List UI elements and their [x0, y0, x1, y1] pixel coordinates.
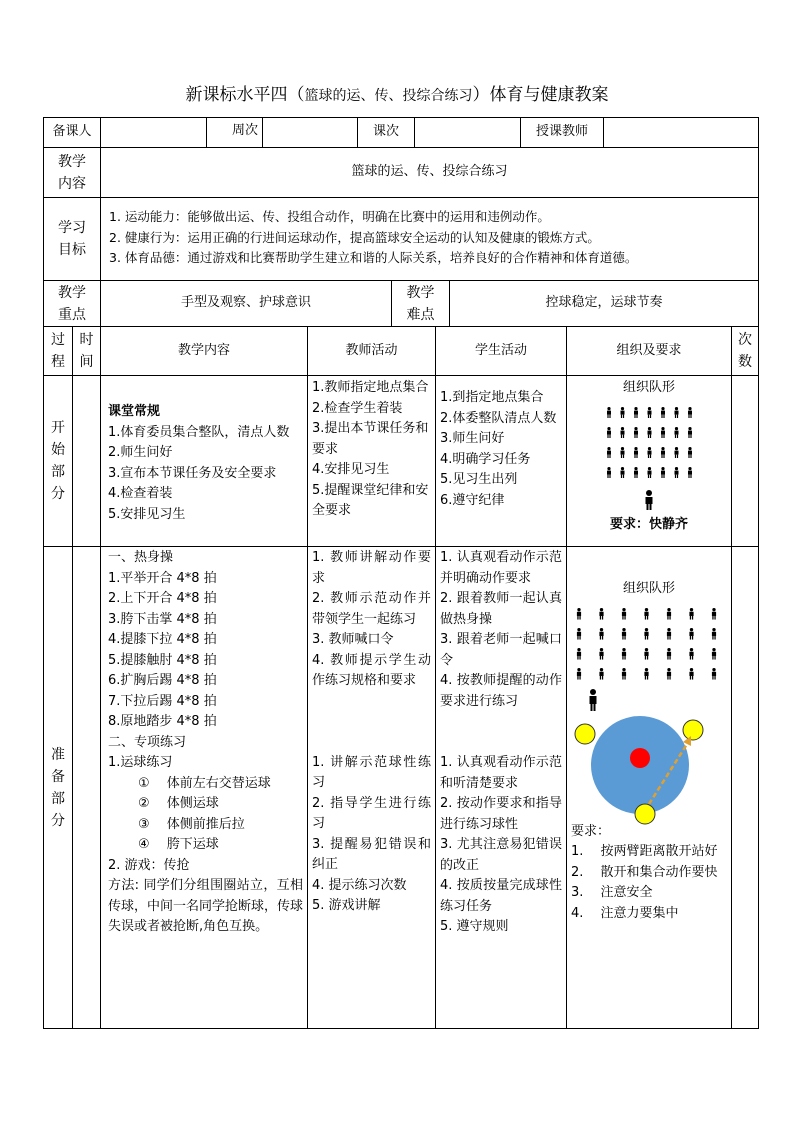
- list-item: 3. 跟着老师一起喊口令: [440, 632, 562, 668]
- list-item: 1. 认真观看动作示范和听清楚要求: [440, 755, 562, 791]
- student-figure-icon: [675, 427, 679, 438]
- student-figure-icon: [644, 668, 648, 680]
- student-figure-icon: [634, 467, 638, 478]
- goals-list: [100, 197, 759, 281]
- list-item: 3.宣布本节课任务及安全要求: [108, 465, 277, 481]
- teacher-label: 授课教师: [520, 117, 604, 148]
- section1-org: [566, 375, 732, 547]
- col-student: 学生活动: [435, 326, 567, 376]
- org-title: 组织队形: [622, 380, 675, 395]
- student-figure-icon: [661, 427, 665, 438]
- col-teacher: 教师活动: [307, 326, 436, 376]
- passer-player: [683, 720, 703, 740]
- list-item: 3.提出本节课任务和要求: [312, 421, 429, 457]
- list-item: ③ 体侧前推后拉: [138, 816, 245, 832]
- list-item: 6.遵守纪律: [440, 492, 505, 508]
- list-item: 2.师生问好: [108, 445, 173, 460]
- list-item: 1.平举开合 4*8 拍: [108, 570, 217, 586]
- student-figure-icon: [607, 447, 611, 458]
- col-time: 时间: [72, 326, 101, 376]
- student-figure-icon: [661, 467, 665, 478]
- list-item: 4.明确学习任务: [440, 451, 531, 467]
- week-label: 周次: [206, 117, 263, 148]
- list-item: 3. 提醒易犯错误和纠正: [312, 836, 431, 872]
- student-figure-icon: [648, 467, 652, 478]
- col-times: 次数: [731, 326, 759, 376]
- teacher-figure-icon: [567, 489, 731, 511]
- student-figure-icon: [712, 648, 716, 660]
- formation-diagram: [567, 399, 731, 489]
- student-figure-icon: [599, 668, 603, 680]
- student-figure-icon: [648, 407, 652, 418]
- student-figure-icon: [621, 447, 625, 458]
- col-org: 组织及要求: [566, 326, 732, 376]
- list-item: 1. 教师讲解动作要求: [312, 550, 431, 586]
- student-figure-icon: [712, 628, 716, 640]
- prep-label: 备课人: [43, 117, 101, 148]
- student-figure-icon: [661, 447, 665, 458]
- list-item: 7.下拉后踢 4*8 拍: [108, 693, 217, 709]
- student-figure-icon: [667, 608, 671, 620]
- student-figure-icon: [607, 407, 611, 418]
- student-figure-icon: [621, 407, 625, 418]
- student-figure-icon: [622, 648, 626, 660]
- org-requirement: 要求：快静齐: [609, 516, 688, 532]
- goal-item: 3. 体育品德：通过游戏和比赛帮助学生建立和谐的人际关系，培养良好的合作精神和体育道德。: [109, 250, 638, 265]
- section2-content: [100, 546, 308, 1029]
- list-item: 2. 散开和集合动作要快: [571, 864, 718, 880]
- passer-player: [635, 804, 655, 824]
- list-item: 4.提膝下拉 4*8 拍: [108, 632, 217, 647]
- student-figure-icon: [577, 648, 581, 660]
- section1-times: [731, 375, 759, 547]
- list-item: 5.提醒课堂纪律和安全要求: [312, 482, 429, 518]
- circle-game-diagram: [567, 716, 731, 826]
- formation-diagram: [567, 600, 731, 686]
- list-item: 2. 教师示范动作并带领学生一起练习: [312, 591, 431, 627]
- teacher-value: [603, 117, 759, 148]
- list-item: 5.提膝触肘 4*8 拍: [108, 652, 217, 668]
- section2-times: [731, 546, 759, 1029]
- list-item: 1.到指定地点集合: [440, 390, 544, 405]
- list-item: 1. 讲解示范球性练习: [312, 754, 431, 790]
- section2-teacher: [307, 546, 436, 1029]
- list-item: 3. 注意安全: [571, 885, 653, 900]
- list-item: 4.检查着装: [108, 486, 173, 501]
- list-item: 2. 指导学生进行练习: [312, 795, 431, 831]
- center-player: [630, 748, 650, 768]
- student-figure-icon: [607, 427, 611, 438]
- list-item: 3. 尤其注意易犯错误的改正: [440, 837, 562, 873]
- list-item: ④ 胯下运球: [138, 837, 219, 852]
- section1-student: [435, 375, 567, 547]
- difficulty-value: 控球稳定，运球节奏: [449, 280, 759, 327]
- student-figure-icon: [607, 467, 611, 478]
- goal-item: 1. 运动能力：能够做出运、传、投组合动作，明确在比赛中的运用和违例动作。: [109, 209, 550, 224]
- list-item: 2. 按动作要求和指导进行练习球性: [440, 796, 562, 832]
- col-process: 过程: [43, 326, 73, 376]
- student-figure-icon: [644, 608, 648, 620]
- section1-teacher: [307, 375, 436, 547]
- game-title: 2. 游戏：传抢: [108, 857, 190, 873]
- student-figure-icon: [688, 407, 692, 418]
- student-figure-icon: [644, 628, 648, 640]
- list-item: 3.胯下击掌 4*8 拍: [108, 611, 217, 627]
- section1-label: 开始部分: [43, 375, 73, 547]
- list-item: 5.安排见习生: [108, 506, 186, 522]
- col-content: 教学内容: [100, 326, 308, 376]
- dribble-title: 1.运球练习: [108, 755, 173, 770]
- goals-label: 学习目标: [43, 197, 101, 281]
- student-figure-icon: [689, 668, 693, 680]
- student-figure-icon: [621, 427, 625, 438]
- student-figure-icon: [667, 628, 671, 640]
- student-figure-icon: [688, 467, 692, 478]
- list-item: 4. 按教师提醒的动作要求进行练习: [440, 673, 562, 709]
- key-label: 教学重点: [43, 280, 101, 327]
- student-figure-icon: [689, 628, 693, 640]
- content-label: 教学内容: [43, 147, 101, 198]
- student-figure-icon: [648, 427, 652, 438]
- student-figure-icon: [667, 648, 671, 660]
- goal-item: 2. 健康行为：运用正确的行进间运球动作，提高篮球安全运动的认知及健康的锻炼方式。: [109, 229, 600, 245]
- student-figure-icon: [634, 447, 638, 458]
- teacher-figure-icon: [567, 686, 731, 716]
- student-figure-icon: [667, 668, 671, 680]
- req-title: 要求：: [571, 823, 611, 839]
- list-item: 4. 提示练习次数: [312, 877, 407, 893]
- lesson-plan-table: [43, 117, 759, 1029]
- list-item: 6.扩胸后踢 4*8 拍: [108, 673, 217, 688]
- section2-label: 准备部分: [43, 546, 73, 1029]
- special-title: 二、专项练习: [108, 734, 187, 750]
- game-method: 方法: 同学们分组围圈站立，互相传球，中间一名同学抢断球，传球失误或者被抢断,角色互换。: [108, 878, 304, 934]
- list-item: 2.上下开合 4*8 拍: [108, 591, 217, 606]
- list-item: 2.检查学生着装: [312, 400, 403, 416]
- student-figure-icon: [689, 608, 693, 620]
- warmup-title: 一、热身操: [108, 550, 174, 565]
- student-figure-icon: [688, 447, 692, 458]
- student-figure-icon: [675, 467, 679, 478]
- section1-time: [72, 375, 101, 547]
- student-figure-icon: [577, 628, 581, 640]
- week-value: [262, 117, 358, 148]
- difficulty-label: 教学难点: [391, 280, 450, 327]
- student-figure-icon: [599, 628, 603, 640]
- passer-player: [575, 724, 595, 744]
- student-figure-icon: [634, 427, 638, 438]
- student-figure-icon: [712, 608, 716, 620]
- routine-title: 课堂常规: [108, 404, 161, 419]
- list-item: 3. 教师喊口令: [312, 632, 394, 647]
- list-item: 2.体委整队清点人数: [440, 410, 557, 426]
- list-item: 4. 注意力要集中: [571, 905, 679, 921]
- lesson-label: 课次: [357, 117, 415, 148]
- section2-time: [72, 546, 101, 1029]
- list-item: 2. 跟着教师一起认真做热身操: [440, 591, 562, 627]
- student-figure-icon: [622, 628, 626, 640]
- section2-org: [566, 546, 732, 1029]
- section1-content: [100, 375, 308, 547]
- list-item: 1. 认真观看动作示范并明确动作要求: [440, 550, 562, 586]
- student-figure-icon: [622, 668, 626, 680]
- list-item: 1.体育委员集合整队，清点人数: [108, 424, 290, 440]
- prep-value: [100, 117, 207, 148]
- list-item: 3.师生问好: [440, 431, 505, 446]
- student-figure-icon: [599, 648, 603, 660]
- student-figure-icon: [688, 427, 692, 438]
- list-item: 4. 教师提示学生动作练习规格和要求: [312, 652, 431, 688]
- page-title: 新课标水平四（篮球的运、传、投综合练习）体育与健康教案: [185, 85, 609, 105]
- list-item: 4.安排见习生: [312, 462, 390, 477]
- key-value: 手型及观察、护球意识: [100, 280, 392, 327]
- student-figure-icon: [622, 608, 626, 620]
- student-figure-icon: [577, 668, 581, 680]
- list-item: 4. 按质按量完成球性练习任务: [440, 878, 562, 914]
- student-figure-icon: [621, 467, 625, 478]
- section2-student: [435, 546, 567, 1029]
- student-figure-icon: [675, 407, 679, 418]
- student-figure-icon: [644, 648, 648, 660]
- student-figure-icon: [712, 668, 716, 680]
- list-item: 1.教师指定地点集合: [312, 380, 429, 395]
- list-item: 5. 遵守规则: [440, 919, 509, 934]
- student-figure-icon: [634, 407, 638, 418]
- list-item: 1. 按两臂距离散开站好: [571, 844, 718, 859]
- content-value: 篮球的运、传、投综合练习: [100, 147, 759, 198]
- list-item: 8.原地踏步 4*8 拍: [108, 714, 217, 729]
- list-item: ① 体前左右交替运球: [138, 775, 271, 791]
- student-figure-icon: [689, 648, 693, 660]
- list-item: 5. 游戏讲解: [312, 898, 381, 913]
- org-title: 组织队形: [622, 581, 675, 596]
- student-figure-icon: [661, 407, 665, 418]
- list-item: ② 体侧运球: [138, 796, 219, 811]
- lesson-value: [414, 117, 521, 148]
- student-figure-icon: [577, 608, 581, 620]
- org-requirements: [567, 822, 731, 925]
- student-figure-icon: [648, 447, 652, 458]
- student-figure-icon: [599, 608, 603, 620]
- list-item: 5.见习生出列: [440, 472, 518, 487]
- student-figure-icon: [675, 447, 679, 458]
